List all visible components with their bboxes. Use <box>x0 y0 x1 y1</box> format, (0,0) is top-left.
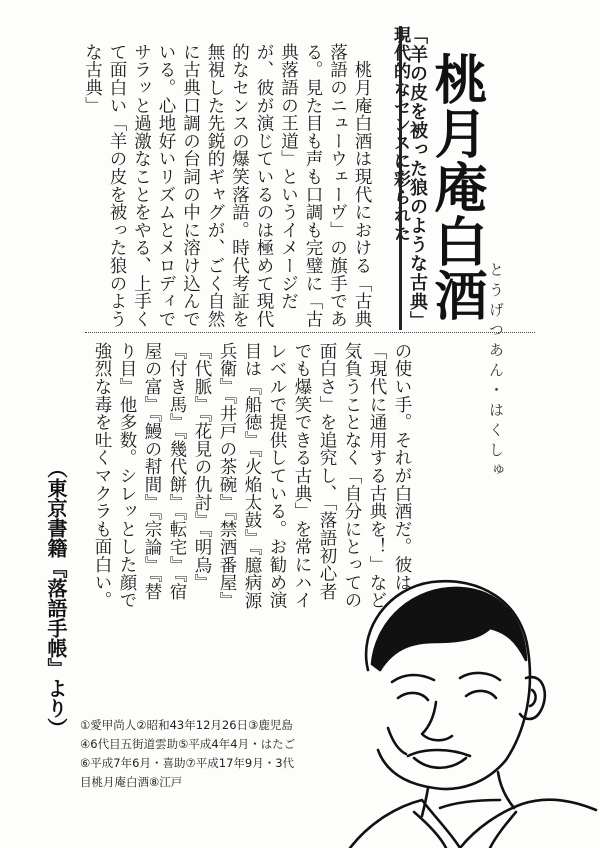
name-reading: とうげつあん・はくしゅ <box>487 262 505 482</box>
article-body-upper: 桃月庵白酒は現代における「古典落語のニューウェーヴ」の旗手である。見た目も声も口調も完璧に「古典落語の王道」というイメージだが、彼が演じているのは極めて現代的なセンスの爆笑落語。時代考証を無視した先鋭的ギャグが、ごく自然に古典口調の台詞の中に溶け込んでいる。心地好いリズムとメロディでサラッと過激なことをやる、上手くて面白い「羊の皮を被った狼のような古典」 <box>82 43 372 328</box>
portrait-illustration <box>310 560 600 848</box>
source-citation: （東京書籍『落語手帳』より） <box>44 458 68 738</box>
performer-name-title: 桃月庵白酒 <box>426 52 487 322</box>
article-body-lower: の使い手。それが白酒だ。彼は「現代に通用する古典を！」など気負うことなく「自分にとっての面白さ」を追究し、「落語初心者でも爆笑できる古典」を常にハイレベルで提供している。お勧め演目は『船徳』『火焔太鼓』『臆病源兵衛』『井戸の茶碗』『禁酒番屋』『代脈』『花見の仇討』『明烏』『付き馬』『幾代餅』『転宅』『宿屋の富』『鰻の幇間』『宗論』『替り目』他多数。シレッとした顔で強烈な毒を吐くマクラも面白い。 <box>92 342 412 610</box>
subheading-line-1: 現代的なセンスに彩られた <box>390 26 410 242</box>
subheading-line-2: 「羊の皮を被った狼のような古典」 <box>399 26 430 330</box>
profile-footnotes: ①愛甲尚人②昭和43年12月26日③鹿児島④6代目五街道雲助⑤平成4年4月・はたご⑥平成7年6月・喜助⑦平成17年9月・3代目桃月庵白酒⑧江戸 <box>80 718 296 789</box>
dotted-divider <box>85 332 535 333</box>
